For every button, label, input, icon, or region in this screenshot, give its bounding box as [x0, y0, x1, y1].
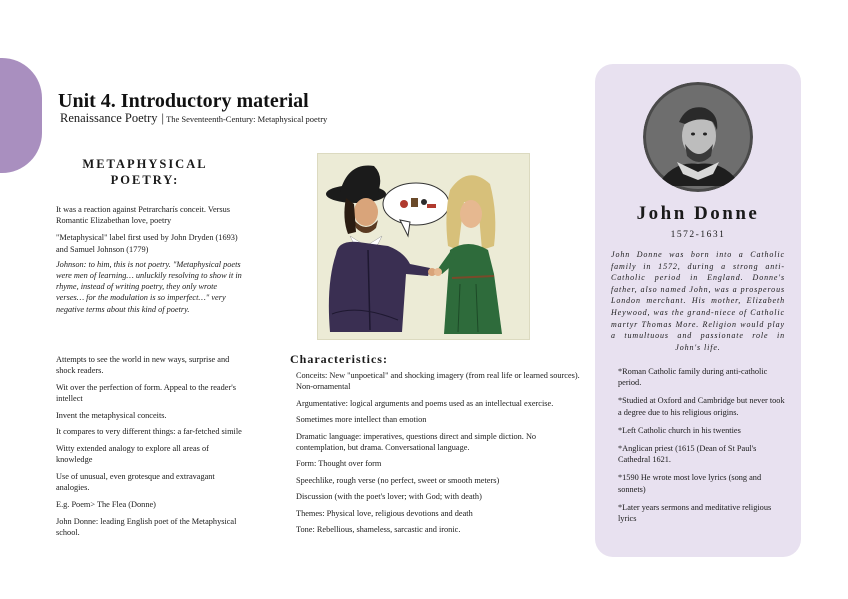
list-item: Discussion (with the poet's lover; with God; with death): [296, 492, 482, 502]
characteristics-list: [296, 370, 586, 541]
list-item: Use of unusual, even grotesque and extravagant analogies.: [56, 472, 215, 493]
donne-portrait: [643, 82, 753, 192]
subtitle-main: Renaissance Poetry: [60, 111, 158, 125]
list-item: Invent the metaphysical conceits.: [56, 410, 167, 420]
list-item: *Left Catholic church in his twenties: [618, 425, 741, 435]
metaphysical-heading-line1: METAPHYSICAL: [82, 157, 208, 171]
list-item: *1590 He wrote most love lyrics (song and sonnets): [618, 473, 762, 494]
list-item: Tone: Rebellious, shameless, sarcastic and ironic.: [296, 525, 461, 535]
list-item: Speechlike, rough verse (no perfect, sweet or smooth meters): [296, 475, 500, 485]
list-item: *Later years sermons and meditative religious lyrics: [618, 502, 772, 523]
subtitle-secondary: The Seventeenth-Century: Metaphysical poetry: [166, 114, 328, 124]
list-item: Argumentative: logical arguments and poems used as an intellectual exercise.: [296, 398, 554, 408]
johnson-quote: Johnson: to him, this is not poetry. "Metaphysical poets were men of learning… unluckily resolving to show it in rhyme, instead of writing poetry, they only wrote verses… for the modulation is so imperfect…" very negative terms about this kind of poetry.: [56, 259, 242, 314]
courtship-illustration: [317, 153, 530, 340]
metaphysical-heading-line2: POETRY:: [110, 173, 180, 188]
side-tab-decoration: [0, 58, 42, 173]
characteristics-heading: Characteristics:: [290, 352, 388, 366]
subtitle-separator: |: [161, 111, 165, 125]
donne-bio: John Donne was born into a Catholic family in 1572, during a strong anti-Catholic period in England. Donne's father, also named John, was a prosperous London merchant. His mother, Elizabeth Heywood, was the grand-niece of Catholic martyr Thomas More. Religion would play a tumultuous and passionate role in John's life.: [611, 250, 785, 352]
donne-facts: [618, 366, 790, 531]
page-subtitle: [60, 111, 327, 126]
list-item: John Donne: leading English poet of the Metaphysical school.: [56, 516, 237, 537]
list-item: *Studied at Oxford and Cambridge but never took a degree due to his religious origins.: [618, 396, 785, 417]
list-item: Sometimes more intellect than emotion: [296, 415, 427, 425]
list-item: Form: Thought over form: [296, 459, 382, 469]
list-item: *Anglican priest (1615 (Dean of St Paul's Cathedral 1621.: [618, 443, 757, 465]
list-item: Dramatic language: imperatives, questions direct and simple diction. No contemplation, but drama. Conversational language.: [296, 431, 537, 452]
metaphysical-heading: [60, 156, 230, 189]
donne-years: 1572-1631: [670, 230, 726, 240]
intro-paragraph: "Metaphysical" label first used by John Dryden (1693) and Samuel Johnson (1779): [56, 233, 238, 254]
list-item: Conceits: New "unpoetical" and shocking imagery (from real life or learned sources). Non-ornamental: [296, 371, 580, 392]
donne-portrait-art: [643, 82, 753, 192]
list-item: E.g. Poem> The Flea (Donne): [56, 499, 156, 509]
list-item: It compares to very different things: a far-fetched simile: [56, 427, 242, 437]
list-item: Themes: Physical love, religious devotions and death: [296, 508, 473, 518]
list-item: *Roman Catholic family during anti-catholic period.: [618, 367, 768, 388]
donne-name: John Donne: [636, 203, 760, 224]
metaphysical-points: [56, 354, 246, 543]
list-item: Attempts to see the world in new ways, surprise and shock readers.: [56, 355, 230, 376]
intro-paragraph: It was a reaction against Petrarcharís conceit. Versus Romantic Elizabethan love, poetry: [56, 205, 231, 226]
page-title: Unit 4. Introductory material: [58, 90, 309, 112]
list-item: Wit over the perfection of form. Appeal to the reader's intellect: [56, 382, 236, 404]
list-item: Witty extended analogy to explore all areas of knowledge: [56, 444, 209, 465]
courtship-illustration-art: [318, 154, 529, 339]
metaphysical-intro: [56, 204, 246, 321]
